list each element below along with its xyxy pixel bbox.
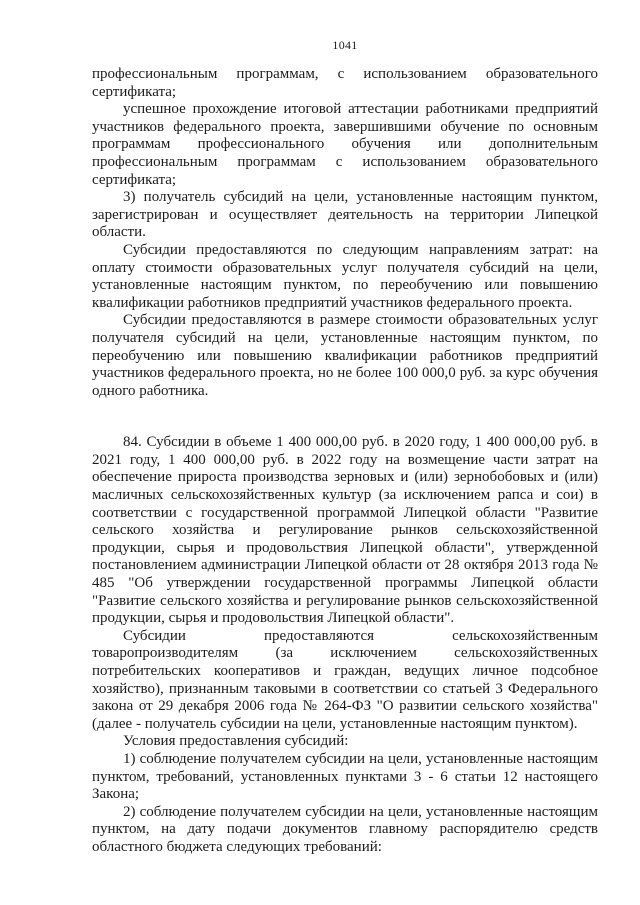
- paragraph-subsidy-amount: Субсидии предоставляются в размере стоимости образовательных услуг получателя субсидий на цели, установленные настоящим пунктом, по переобучению или повышению квалификации работников предприятий участников федерального проекта, но не более 100 000,0 руб. за курс обучения одного работника.: [92, 312, 598, 399]
- paragraph-item-84: 84. Субсидии в объеме 1 400 000,00 руб. в 2020 году, 1 400 000,00 руб. в 2021 году, 1 400 000,00 руб. в 2022 году на возмещение части затрат на обеспечение прироста производства зерновых и (или) зернобобовых и (или) масличных сельскохозяйственных культур (за исключением рапса и сои) в соответствии с государственной программой Липецкой области "Развитие сельского хозяйства и регулирование рынков сельскохозяйственной продукции, сырья и продовольствия Липецкой области", утвержденной постановлением администрации Липецкой области от 28 октября 2013 года № 485 "Об утверждении государственной программы Липецкой области "Развитие сельского хозяйства и регулирование рынков сельскохозяйственной продукции, сырья и продовольствия Липецкой области".: [92, 434, 598, 627]
- paragraph-conditions-heading: Условия предоставления субсидий:: [123, 733, 349, 750]
- paragraph-recipients: Субсидии предоставляются сельскохозяйственным товаропроизводителям (за исключением сельскохозяйственных потребительских кооперативов и граждан, ведущих личное подсобное хозяйство), признанным таковыми в соответствии со статьей 3 Федерального закона от 29 декабря 2006 года № 264-ФЗ "О развитии сельского хозяйства" (далее - получатель субсидии на цели, установленные настоящим пунктом).: [92, 627, 598, 732]
- paragraph-professional-programs: профессиональным программам, с использованием образовательного сертификата;: [92, 66, 598, 100]
- document-body: [92, 66, 598, 857]
- paragraph-final-certification: успешное прохождение итоговой аттестации работниками предприятий участников федерального проекта, завершившими обучение по основным программам профессионального обучения или дополнительным профессиональным программам с использованием образовательного сертификата;: [92, 101, 598, 188]
- paragraph-condition-2: 2) соблюдение получателем субсидии на цели, установленные настоящим пунктом, на дату подачи документов главному распорядителю средств областного бюджета следующих требований:: [92, 803, 598, 855]
- paragraph-cost-directions: Субсидии предоставляются по следующим направлениям затрат: на оплату стоимости образовательных услуг получателя субсидий на цели, установленные настоящим пунктом, по переобучению или повышению квалификации работников предприятий участников федерального проекта.: [92, 241, 598, 311]
- page-number: 1041: [332, 38, 358, 52]
- paragraph-condition-1: 1) соблюдение получателем субсидии на цели, установленные настоящим пунктом, требований, установленных пунктами 3 - 6 статьи 12 настоящего Закона;: [92, 750, 598, 803]
- section-gap: [92, 400, 598, 434]
- paragraph-registration-condition: 3) получатель субсидий на цели, установленные настоящим пунктом, зарегистрирован и осуществляет деятельность на территории Липецкой области.: [92, 189, 598, 241]
